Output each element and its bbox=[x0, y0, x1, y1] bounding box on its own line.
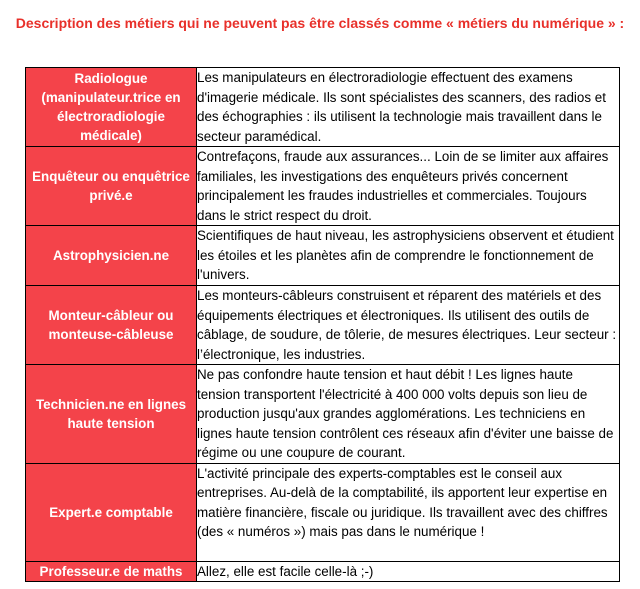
job-description-cell: Ne pas confondre haute tension et haut débit ! Les lignes haute tension transportent l'électricité à 400 000 volts depuis son lieu de production jusqu'aux grandes agglomérations. Les techniciens en lignes haute tension contrôlent ces réseaux afin d'éviter une baisse de régime ou une coupure de courant. bbox=[197, 365, 620, 464]
job-description-cell: Les manipulateurs en électroradiologie effectuent des examens d'imagerie médicale. Ils sont spécialistes des scanners, des radios et des échographies : ils utilisent la technologie mais travaillent dans le secteur paramédical. bbox=[197, 68, 620, 147]
job-title-cell: Astrophysicien.ne bbox=[26, 226, 197, 286]
job-description-cell: L'activité principale des experts-comptables est le conseil aux entreprises. Au-delà de la comptabilité, ils apportent leur expertise en matière financière, fiscale ou juridique. Ils travaillent avec des chiffres (des « numéros ») mais pas dans le numérique ! bbox=[197, 463, 620, 561]
job-title-cell: Professeur.e de maths bbox=[26, 561, 197, 582]
job-description-cell: Scientifiques de haut niveau, les astrophysiciens observent et étudient les étoiles et les planètes afin de comprendre le fonctionnement de l'univers. bbox=[197, 226, 620, 286]
table-row bbox=[26, 147, 620, 226]
job-title-cell: Enquêteur ou enquêtrice privé.e bbox=[26, 147, 197, 226]
jobs-table bbox=[25, 67, 620, 582]
job-title-cell: Expert.e comptable bbox=[26, 463, 197, 561]
job-title-cell: Monteur-câbleur ou monteuse-câbleuse bbox=[26, 286, 197, 365]
job-title-cell: Radiologue (manipulateur.trice en électroradiologie médicale) bbox=[26, 68, 197, 147]
job-title-cell: Technicien.ne en lignes haute tension bbox=[26, 365, 197, 464]
job-description-cell: Allez, elle est facile celle-là ;-) bbox=[197, 561, 620, 582]
table-row bbox=[26, 68, 620, 147]
job-description-cell: Les monteurs-câbleurs construisent et réparent des matériels et des équipements électriques et électroniques. Ils utilisent des outils de câblage, de soudure, de tôlerie, de mesures électriques. Leur secteur : l’électronique, les industries. bbox=[197, 286, 620, 365]
table-row bbox=[26, 226, 620, 286]
table-row bbox=[26, 365, 620, 464]
job-description-cell: Contrefaçons, fraude aux assurances... Loin de se limiter aux affaires familiales, les investigations des enquêteurs privés concernent principalement les fraudes industrielles et commerciales. Toujours dans le strict respect du droit. bbox=[197, 147, 620, 226]
page-title: Description des métiers qui ne peuvent pas être classés comme « métiers du numérique » : bbox=[15, 15, 625, 31]
table-row bbox=[26, 463, 620, 561]
table-row bbox=[26, 561, 620, 582]
table-row bbox=[26, 286, 620, 365]
